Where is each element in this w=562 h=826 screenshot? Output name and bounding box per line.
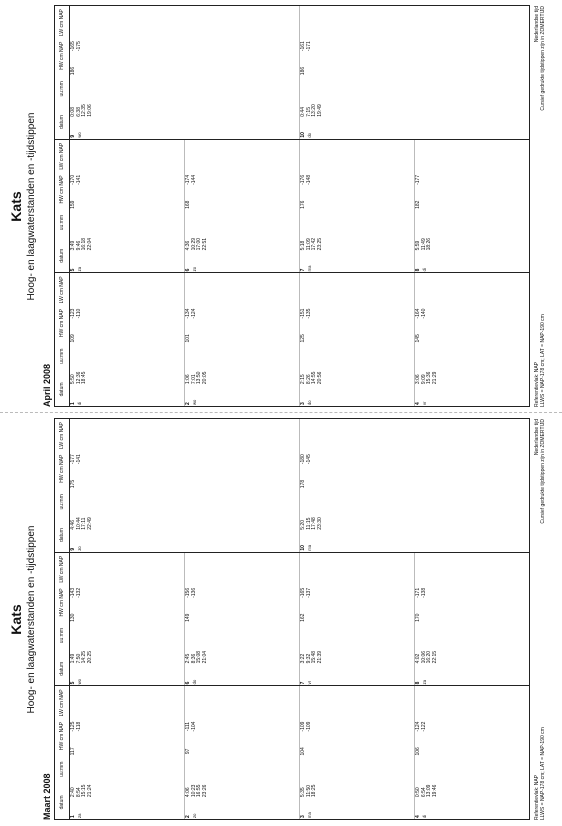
header-hw: HW cm NAP: [59, 41, 65, 70]
table-column: [55, 139, 529, 273]
header-time: uu:mm: [59, 761, 65, 777]
time-cell: 3:22 9:32 15:48 21:39: [300, 650, 323, 664]
weekday: wo: [76, 132, 82, 138]
day-number: 5: [70, 681, 76, 685]
footer: [534, 6, 546, 407]
day-cell: [71, 117, 298, 138]
day-cell: [71, 530, 298, 551]
time-cell: 0:08 6:38 12:35 19:06: [70, 104, 93, 117]
tide-table: [54, 418, 530, 820]
table-row: [300, 6, 529, 139]
time-cell: 4:36 10:29 17:00 22:51: [185, 237, 208, 251]
header-hw: HW cm NAP: [59, 722, 65, 751]
weekday: wo: [191, 399, 197, 405]
table-row: [70, 686, 185, 819]
header-datum: datum: [59, 382, 65, 397]
day-cell: [71, 250, 183, 271]
header-time: uu:mm: [59, 348, 65, 364]
day-number: 8: [415, 681, 421, 685]
day-cell: [301, 797, 413, 818]
table-row: [415, 273, 529, 406]
page-title: Kats: [8, 604, 24, 635]
table-row: [185, 553, 300, 686]
month-label: Maart 2008: [42, 773, 52, 820]
footer-right: Nederlandse tijd Cursief gedrukte tijdstippen zijn in ZOMERTIJD: [534, 419, 546, 524]
column-header: [55, 140, 70, 273]
weekday: vr: [421, 401, 427, 405]
footer-left: Referentievlak: NAP LLWS = NAP-178 cm; LAT = NAP-190 cm: [534, 727, 546, 820]
header-hw: HW cm NAP: [59, 309, 65, 338]
header-time: uu:mm: [59, 81, 65, 97]
day-cell: [186, 663, 298, 684]
hw-cell: 101: [185, 334, 191, 343]
day-cell: [186, 250, 298, 271]
lw-cell: -151 -135: [300, 308, 312, 319]
rotated-sheet: [0, 413, 562, 826]
day-cell: [416, 797, 528, 818]
time-cell: 2:40 8:54 15:15 21:24: [70, 784, 93, 798]
day-number: 9: [70, 134, 76, 138]
lw-cell: -170 -141: [70, 174, 82, 185]
lw-cell: -161 -171: [300, 41, 312, 52]
weekday: do: [306, 133, 312, 138]
column-header: [55, 419, 70, 552]
header-lw: LW cm NAP: [59, 276, 65, 304]
weekday: di: [421, 268, 427, 272]
lw-cell: -165 -175: [70, 41, 82, 52]
day-number: 6: [185, 681, 191, 685]
hw-cell: 159: [70, 200, 76, 209]
day-cell: [301, 384, 413, 405]
header-hw: HW cm NAP: [59, 454, 65, 483]
time-cell: 5:18 11:09 17:42 23:25: [300, 237, 323, 251]
table-row: [300, 686, 415, 819]
header-lw: LW cm NAP: [59, 9, 65, 36]
day-number: 10: [300, 545, 306, 551]
header-time: uu:mm: [59, 627, 65, 644]
column-header: [55, 6, 70, 139]
page-subtitle: Hoog- en laagwaterstanden en -tijdstippen: [26, 112, 37, 301]
weekday: ma: [306, 265, 312, 272]
time-cell: 3:49 9:46 16:18 22:04: [70, 237, 93, 251]
lw-cell: -156 -136: [185, 587, 197, 598]
day-cell: [301, 117, 528, 138]
header-lw: LW cm NAP: [59, 142, 65, 170]
table-column: [55, 6, 529, 139]
weekday: vr: [306, 680, 312, 685]
lw-cell: -125 -118: [70, 721, 82, 732]
day-cell: [301, 663, 413, 684]
weekday: do: [306, 400, 312, 405]
table-column: [55, 685, 529, 819]
weekday: di: [76, 401, 82, 405]
header-time: uu:mm: [59, 214, 65, 231]
header-datum: datum: [59, 661, 65, 676]
lw-cell: -123 -110: [70, 308, 82, 319]
hw-cell: 182: [415, 200, 421, 209]
weekday: do: [191, 679, 197, 685]
weekday: wo: [76, 679, 82, 685]
time-cell: 5:50 12:36 18:45: [70, 371, 87, 385]
lw-cell: -171 -138: [415, 587, 427, 598]
lw-cell: -177 -141: [70, 454, 82, 465]
table-rows: [70, 553, 529, 686]
time-cell: 1:06 7:01 13:50 20:05: [185, 371, 208, 385]
hw-cell: 130: [70, 613, 76, 622]
column-header: [55, 686, 70, 819]
weekday: zo: [191, 813, 197, 818]
day-number: 7: [300, 268, 306, 272]
table-row: [185, 686, 300, 819]
hw-cell: 162: [300, 613, 306, 622]
lw-cell: -180 -145: [300, 454, 312, 465]
hw-cell: 176: [300, 200, 306, 209]
column-header: [55, 553, 70, 686]
table-row: [70, 553, 185, 686]
lw-cell: -134 -124: [185, 308, 197, 319]
table-row: [300, 140, 415, 273]
time-cell: 0:44 7:15 13:20 19:49: [300, 104, 323, 117]
lw-cell: -143 -132: [70, 587, 82, 598]
time-cell: 5:35 11:50 18:25: [300, 784, 317, 798]
time-cell: 4:02 10:06 16:20 22:15: [415, 650, 438, 664]
time-cell: 5:59 11:49 18:26: [415, 237, 432, 251]
hw-cell: 186: [70, 66, 76, 76]
header-lw: LW cm NAP: [59, 555, 65, 583]
header-hw: HW cm NAP: [59, 588, 65, 617]
table-row: [70, 6, 300, 139]
header-time: uu:mm: [59, 494, 65, 510]
day-cell: [71, 797, 183, 818]
header-datum: datum: [59, 795, 65, 810]
tide-columns: [55, 419, 529, 819]
weekday: ma: [306, 812, 312, 818]
hw-cell: 117: [70, 747, 76, 756]
column-header: [55, 273, 70, 406]
lw-cell: -109 -109: [300, 721, 312, 732]
hw-cell: 106: [415, 747, 421, 756]
table-row: [300, 553, 415, 686]
day-number: 2: [185, 815, 191, 818]
header-lw: LW cm NAP: [59, 422, 65, 449]
hw-cell: 97: [185, 748, 191, 755]
table-column: [55, 272, 529, 406]
day-cell: [71, 384, 183, 405]
lw-cell: -177: [415, 174, 421, 185]
table-row: [70, 419, 300, 552]
weekday: zo: [76, 546, 82, 551]
table-rows: [70, 6, 529, 139]
header-hw: HW cm NAP: [59, 175, 65, 204]
footer: [534, 419, 546, 820]
footer-left: Referentievlak: NAP LLWS = NAP-178 cm; LAT = NAP-190 cm: [534, 314, 546, 407]
day-cell: [301, 250, 413, 271]
tide-table: [54, 5, 530, 407]
lw-cell: -124 -122: [415, 721, 427, 732]
table-row: [70, 273, 185, 406]
time-cell: 2:15 8:26 14:55 20:56: [300, 371, 323, 385]
day-number: 3: [300, 402, 306, 405]
table-column: [55, 419, 529, 552]
day-cell: [416, 663, 528, 684]
header-datum: datum: [59, 528, 65, 543]
day-number: 5: [70, 268, 76, 272]
day-cell: [416, 384, 528, 405]
table-row: [415, 140, 529, 273]
time-cell: 1:49 7:50 14:25 20:25: [70, 650, 93, 664]
day-number: 4: [415, 815, 421, 818]
time-cell: 2:45 8:36 15:08 21:04: [185, 650, 208, 664]
month-label: April 2008: [42, 363, 52, 407]
day-cell: [186, 797, 298, 818]
table-column: [55, 552, 529, 686]
tide-columns: [55, 6, 529, 406]
day-number: 6: [185, 268, 191, 272]
hw-cell: 145: [415, 334, 421, 343]
hw-cell: 149: [185, 613, 191, 622]
time-cell: 4:06 10:23 16:55 23:26: [185, 784, 208, 798]
lw-cell: -164 -140: [415, 308, 427, 319]
weekday: ma: [306, 544, 312, 551]
lw-cell: -176 -148: [300, 174, 312, 185]
day-number: 7: [300, 681, 306, 685]
lw-cell: -174 -144: [185, 174, 197, 185]
day-number: 1: [70, 815, 76, 818]
table-rows: [70, 140, 529, 273]
hw-cell: 168: [185, 200, 191, 209]
day-number: 2: [185, 402, 191, 405]
lw-cell: -111 -104: [185, 721, 197, 732]
table-row: [300, 419, 529, 552]
day-number: 1: [70, 402, 76, 405]
weekday: zo: [191, 266, 197, 272]
table-rows: [70, 273, 529, 406]
hw-cell: 178: [300, 479, 306, 489]
header-lw: LW cm NAP: [59, 689, 65, 717]
hw-cell: 109: [70, 334, 76, 343]
day-cell: [71, 663, 183, 684]
table-row: [300, 273, 415, 406]
day-number: 8: [415, 268, 421, 272]
header-datum: datum: [59, 248, 65, 263]
day-cell: [186, 384, 298, 405]
table-row: [415, 686, 529, 819]
day-cell: [301, 530, 528, 551]
hw-cell: 186: [300, 66, 306, 76]
day-number: 10: [300, 132, 306, 138]
table-row: [185, 273, 300, 406]
time-cell: 3:06 9:09 15:36 21:29: [415, 371, 438, 385]
table-rows: [70, 419, 529, 552]
page-subtitle: Hoog- en laagwaterstanden en -tijdstippen: [26, 525, 37, 714]
hw-cell: 175: [70, 479, 76, 489]
hw-cell: 104: [300, 747, 306, 756]
hw-cell: 125: [300, 334, 306, 343]
page-maart: [0, 413, 562, 826]
weekday: za: [421, 679, 427, 685]
time-cell: 5:20 11:15 17:48 23:30: [300, 517, 323, 530]
day-number: 4: [415, 402, 421, 405]
table-row: [415, 553, 529, 686]
header-datum: datum: [59, 115, 65, 130]
table-row: [185, 140, 300, 273]
hw-cell: 170: [415, 613, 421, 622]
day-cell: [416, 250, 528, 271]
day-number: 9: [70, 547, 76, 551]
page-title: Kats: [8, 191, 24, 222]
table-rows: [70, 686, 529, 819]
time-cell: 4:46 10:44 17:11 22:49: [70, 517, 93, 530]
time-cell: 0:50 6:54 13:09 19:46: [415, 784, 438, 798]
table-row: [70, 140, 185, 273]
weekday: di: [421, 814, 427, 818]
weekday: za: [76, 266, 82, 272]
weekday: za: [76, 813, 82, 818]
lw-cell: -165 -137: [300, 587, 312, 598]
footer-right: Nederlandse tijd Cursief gedrukte tijdstippen zijn in ZOMERTIJD: [534, 6, 546, 111]
day-number: 3: [300, 815, 306, 818]
